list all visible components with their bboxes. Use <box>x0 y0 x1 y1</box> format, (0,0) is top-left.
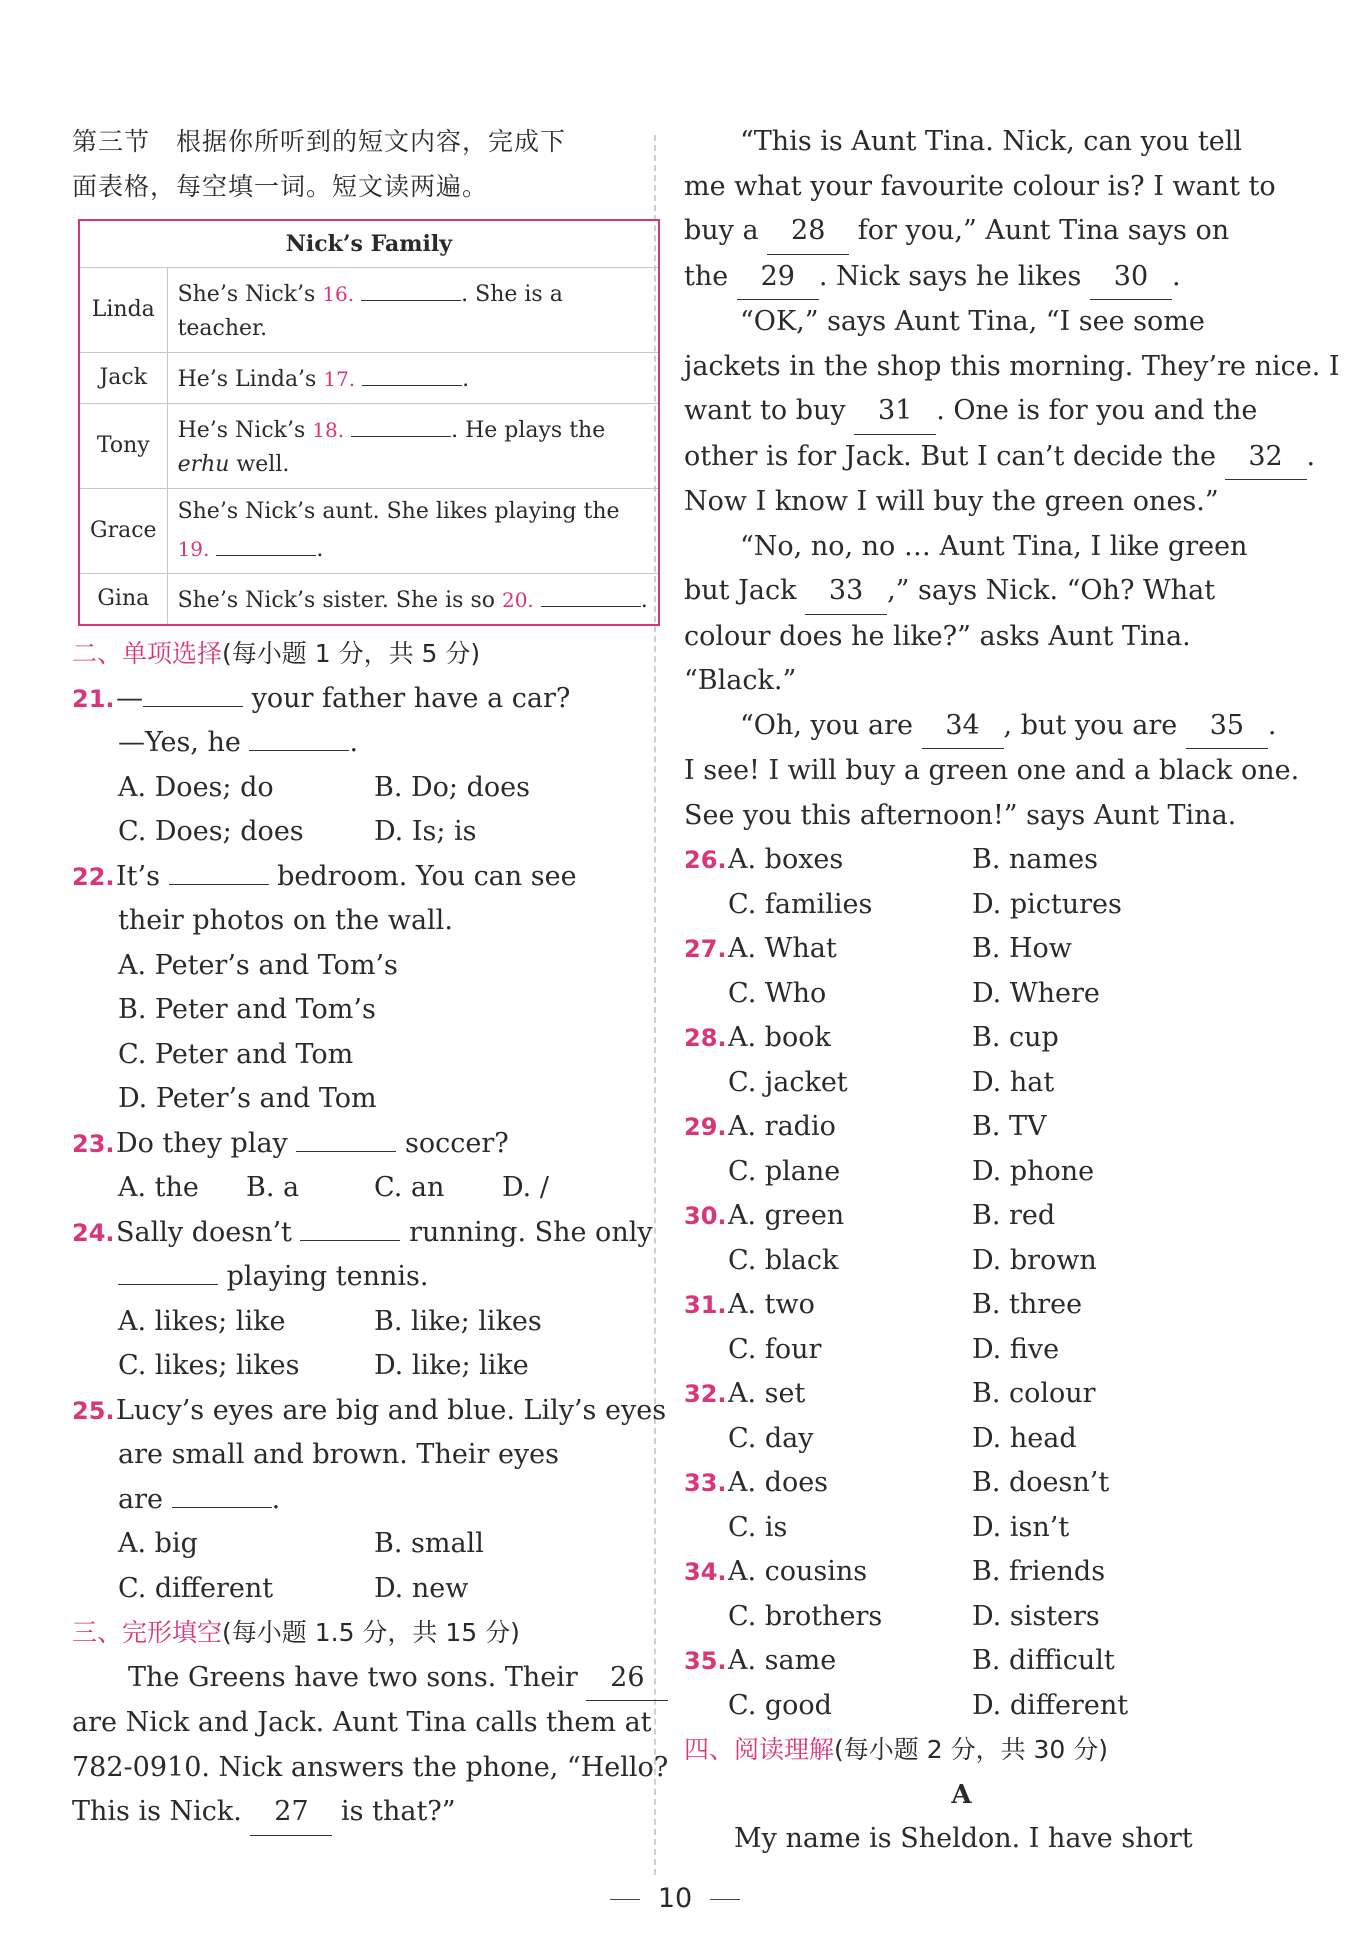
table-row <box>79 489 659 574</box>
heading-label: 四、阅读理解 <box>684 1735 835 1764</box>
row-text: She’s Nick’s sister. She is so <box>177 588 502 613</box>
option[interactable]: B. like; likes <box>374 1305 542 1337</box>
answer-blank[interactable] <box>296 1125 396 1152</box>
page-number: 10 <box>657 1883 693 1914</box>
row-text: . She is a teacher. <box>177 282 563 341</box>
cloze-text: . <box>1267 709 1277 741</box>
cloze-question-35 <box>684 1639 1239 1684</box>
page-footer <box>0 1883 1350 1914</box>
row-text: well. <box>229 452 290 477</box>
cloze-line <box>684 389 1258 435</box>
heading-score: (每小题 1 分，共 5 分) <box>222 639 481 668</box>
cloze-line: I see! I will buy a green one and a black one. <box>684 755 1300 786</box>
cloze-blank-28[interactable]: 28 <box>767 209 849 255</box>
footer-dash <box>610 1899 640 1900</box>
option-row <box>684 1150 1239 1195</box>
cloze-line: “This is Aunt Tina. Nick, can you tell <box>740 126 1243 157</box>
q-text: . <box>349 727 359 758</box>
table-title: Nick’s Family <box>79 220 659 268</box>
option[interactable]: A. Peter’s and Tom’s <box>118 949 398 981</box>
table-row <box>79 353 659 404</box>
part4-heading <box>684 1728 1239 1773</box>
cloze-line: jackets in the shop this morning. They’re nice. I <box>684 350 1340 382</box>
cloze-question-30 <box>684 1194 1239 1239</box>
option[interactable]: B. doesn’t <box>972 1467 1110 1498</box>
option[interactable]: D. pictures <box>972 888 1122 920</box>
option[interactable]: A. likes; like <box>118 1305 286 1337</box>
row-text: She’s Nick’s aunt. She likes playing the <box>177 499 620 524</box>
cloze-question-32 <box>684 1372 1239 1417</box>
option[interactable]: B. Peter and Tom’s <box>118 994 376 1025</box>
blank-number: 19. <box>177 537 210 561</box>
part3-heading <box>72 1611 634 1656</box>
cloze-text: but Jack <box>684 575 806 606</box>
row-name: Linda <box>79 268 167 353</box>
q-text: Lucy’s eyes are big and blue. Lily’s eyes <box>116 1394 667 1426</box>
cloze-line <box>72 1790 634 1836</box>
option[interactable]: D. like; like <box>374 1350 529 1381</box>
question-number: 30. <box>684 1202 727 1230</box>
heading-score: (每小题 1.5 分，共 15 分) <box>222 1618 520 1647</box>
option[interactable]: C. day <box>728 1422 814 1454</box>
question-number: 24. <box>72 1218 115 1247</box>
answer-blank-17[interactable] <box>362 359 462 386</box>
option[interactable]: D. sisters <box>972 1600 1100 1632</box>
heading-label: 三、完形填空 <box>72 1618 223 1647</box>
blank-number: 18. <box>312 418 345 442</box>
question-23 <box>72 1122 634 1167</box>
answer-blank[interactable] <box>143 680 243 707</box>
row-name: Tony <box>79 404 167 489</box>
q-text: playing tennis. <box>218 1261 429 1292</box>
option[interactable]: D. five <box>972 1333 1060 1365</box>
cloze-question-34 <box>684 1550 1239 1595</box>
cloze-question-33 <box>684 1461 1239 1506</box>
cloze-blank-32[interactable]: 32 <box>1225 435 1307 481</box>
cloze-blank-31[interactable]: 31 <box>854 389 936 435</box>
question-number: 27. <box>684 935 727 963</box>
cloze-text: . Nick says he likes <box>818 260 1090 292</box>
answer-blank[interactable] <box>172 1481 272 1508</box>
q-text: running. She only <box>400 1216 653 1248</box>
cloze-text: . <box>1306 440 1316 472</box>
article-title: A <box>951 1779 972 1810</box>
cloze-line <box>684 704 1277 750</box>
option[interactable]: A. big <box>118 1528 198 1559</box>
cloze-line <box>72 1656 645 1702</box>
section3-instruction-line2: 面表格，每空填一词。短文读两遍。 <box>72 171 489 201</box>
option[interactable]: D. Where <box>972 977 1100 1009</box>
cloze-text: the <box>684 260 737 292</box>
cloze-text: other is for Jack. But I can’t decide the <box>684 440 1225 472</box>
option[interactable]: A. Does; do <box>118 771 274 803</box>
cloze-blank-35[interactable]: 35 <box>1186 704 1268 750</box>
option[interactable]: C. families <box>728 888 873 920</box>
option[interactable]: A. What <box>728 933 837 964</box>
option-row <box>684 1506 1239 1551</box>
q-text: . <box>271 1483 281 1515</box>
row-text: He’s Linda’s <box>177 367 324 392</box>
cloze-line: “No, no, no … Aunt Tina, I like green <box>740 530 1248 562</box>
option[interactable]: C. jacket <box>728 1066 848 1098</box>
answer-blank-18[interactable] <box>351 410 451 437</box>
left-column <box>72 120 669 1836</box>
option-row <box>684 1417 1239 1462</box>
table-row <box>79 268 659 353</box>
option[interactable]: B. colour <box>972 1378 1096 1409</box>
option[interactable]: B. red <box>972 1200 1056 1231</box>
option-row <box>684 972 1239 1017</box>
answer-blank[interactable] <box>118 1258 218 1285</box>
cloze-line: “Black.” <box>684 665 797 696</box>
cloze-question-31 <box>684 1283 1239 1328</box>
option[interactable]: B. difficult <box>972 1645 1115 1676</box>
footer-dash <box>710 1899 740 1900</box>
cloze-question-28 <box>684 1016 1239 1061</box>
q-text: bedroom. You can see <box>268 860 577 892</box>
question-21 <box>72 677 634 722</box>
cloze-blank-34[interactable]: 34 <box>922 704 1004 750</box>
table-row <box>79 574 659 626</box>
option[interactable]: B. How <box>972 933 1072 964</box>
option[interactable]: C. Does; does <box>118 816 304 847</box>
cloze-options <box>684 838 1239 1728</box>
option[interactable]: C. Peter and Tom <box>118 1038 354 1070</box>
option[interactable]: C. brothers <box>728 1600 883 1632</box>
cloze-line <box>684 209 1239 255</box>
row-text: . He plays the <box>451 418 606 443</box>
cloze-line: “OK,” says Aunt Tina, “I see some <box>740 306 1205 337</box>
question-22 <box>72 855 634 900</box>
cloze-line: Now I know I will buy the green ones.” <box>684 486 1219 517</box>
option[interactable]: D. isn’t <box>972 1511 1070 1543</box>
q-text: their photos on the wall. <box>118 905 453 936</box>
option[interactable]: D. Is; is <box>374 816 477 847</box>
question-number: 26. <box>684 846 727 874</box>
option[interactable]: D. head <box>972 1422 1077 1454</box>
q-text: It’s <box>116 860 169 892</box>
option[interactable]: D. different <box>972 1689 1129 1721</box>
cloze-blank-26[interactable]: 26 <box>586 1656 668 1702</box>
question-number: 21. <box>72 684 115 713</box>
option[interactable]: B. names <box>972 844 1098 875</box>
q-text: Do they play <box>116 1127 297 1159</box>
answer-blank-19[interactable] <box>216 529 316 556</box>
cloze-line <box>684 435 1316 481</box>
blank-number: 17. <box>323 367 356 391</box>
answer-blank[interactable] <box>249 724 349 751</box>
option[interactable]: A. cousins <box>728 1556 868 1587</box>
option[interactable]: C. likes; likes <box>118 1350 300 1381</box>
cloze-blank-29[interactable]: 29 <box>737 255 819 301</box>
option[interactable]: B. friends <box>972 1556 1106 1587</box>
option[interactable]: B. small <box>374 1528 484 1559</box>
blank-number: 16. <box>322 282 355 306</box>
option[interactable]: C. black <box>728 1244 839 1276</box>
option[interactable]: C. plane <box>728 1155 841 1187</box>
answer-blank[interactable] <box>300 1214 400 1241</box>
cloze-question-27 <box>684 927 1239 972</box>
question-number: 28. <box>684 1024 727 1052</box>
option[interactable]: B. a <box>246 1172 300 1203</box>
question-number: 33. <box>684 1469 727 1497</box>
question-25 <box>72 1389 667 1434</box>
row-text: She’s Nick’s <box>177 282 323 307</box>
cloze-text: is that?” <box>332 1796 456 1827</box>
cloze-blank-27[interactable]: 27 <box>250 1790 332 1836</box>
option[interactable]: C. an <box>374 1172 445 1203</box>
question-number: 31. <box>684 1291 727 1319</box>
option[interactable]: D. new <box>374 1572 469 1604</box>
option[interactable]: A. set <box>728 1378 806 1409</box>
option-row <box>684 1239 1239 1284</box>
cloze-blank-33[interactable]: 33 <box>805 569 887 615</box>
option[interactable]: B. TV <box>972 1111 1047 1142</box>
option[interactable]: C. Who <box>728 977 827 1009</box>
cloze-blank-30[interactable]: 30 <box>1090 255 1172 301</box>
reading-first-line: My name is Sheldon. I have short <box>734 1823 1193 1854</box>
option[interactable]: C. different <box>118 1572 274 1604</box>
row-name: Gina <box>79 574 167 626</box>
row-text: . <box>640 588 648 613</box>
q-text: Sally doesn’t <box>116 1216 301 1248</box>
option[interactable]: A. book <box>728 1022 831 1053</box>
cloze-line: 782-0910. Nick answers the phone, “Hello? <box>72 1751 669 1783</box>
option[interactable]: A. green <box>728 1200 845 1231</box>
q-text: are small and brown. Their eyes <box>118 1439 560 1470</box>
option[interactable]: A. same <box>728 1645 837 1676</box>
option[interactable]: D. brown <box>972 1244 1097 1276</box>
cloze-text: “Oh, you are <box>740 709 922 741</box>
question-number: 25. <box>72 1396 115 1425</box>
row-text: . <box>462 367 470 392</box>
option-row <box>684 1328 1239 1373</box>
row-text: . <box>316 537 324 562</box>
row-text-italic: erhu <box>177 452 230 477</box>
option[interactable]: C. four <box>728 1333 822 1365</box>
cloze-text: This is Nick. <box>72 1796 251 1827</box>
heading-score: (每小题 2 分，共 30 分) <box>834 1735 1109 1764</box>
nicks-family-table <box>78 219 660 626</box>
answer-blank[interactable] <box>169 858 269 885</box>
q-text: —Yes, he <box>118 727 250 758</box>
question-number: 23. <box>72 1129 115 1158</box>
table-row <box>79 404 659 489</box>
cloze-text: buy a <box>684 215 768 246</box>
option[interactable]: B. Do; does <box>374 771 530 803</box>
option-row <box>684 883 1239 928</box>
question-number: 35. <box>684 1647 727 1675</box>
option-row <box>684 1061 1239 1106</box>
option-row <box>684 1684 1239 1729</box>
option[interactable]: D. Peter’s and Tom <box>118 1083 377 1114</box>
cloze-question-29 <box>684 1105 1239 1150</box>
q-text: — <box>116 682 143 714</box>
cloze-line: me what your favourite colour is? I want to <box>684 170 1276 202</box>
right-column <box>684 120 1340 1862</box>
option[interactable]: A. does <box>728 1467 829 1498</box>
option[interactable]: B. cup <box>972 1022 1059 1053</box>
cloze-text: . <box>1171 260 1181 292</box>
option[interactable]: A. radio <box>728 1111 836 1142</box>
answer-blank-16[interactable] <box>361 274 461 301</box>
option[interactable]: C. good <box>728 1689 832 1721</box>
question-number: 29. <box>684 1113 727 1141</box>
option[interactable]: C. is <box>728 1511 788 1543</box>
row-text: He’s Nick’s <box>177 418 313 443</box>
option[interactable]: D. hat <box>972 1066 1055 1098</box>
question-number: 32. <box>684 1380 727 1408</box>
question-24 <box>72 1211 653 1256</box>
option[interactable]: D. phone <box>972 1155 1095 1187</box>
q-text: are <box>118 1483 172 1515</box>
part2-heading <box>72 632 634 677</box>
cloze-line: are Nick and Jack. Aunt Tina calls them at <box>72 1707 652 1738</box>
cloze-line: See you this afternoon!” says Aunt Tina. <box>684 799 1237 831</box>
cloze-text: , but you are <box>1003 709 1186 741</box>
heading-label: 二、单项选择 <box>72 639 223 668</box>
option[interactable]: A. boxes <box>728 844 844 875</box>
q-text: soccer? <box>396 1127 509 1159</box>
q-text: your father have a car? <box>243 682 571 714</box>
option-row <box>684 1595 1239 1640</box>
question-number: 34. <box>684 1558 727 1586</box>
option[interactable]: A. two <box>728 1289 815 1320</box>
cloze-question-26 <box>684 838 1239 883</box>
cloze-text: want to buy <box>684 395 855 426</box>
question-number: 22. <box>72 862 115 891</box>
cloze-text: for you,” Aunt Tina says on <box>849 215 1230 246</box>
option[interactable]: A. the <box>118 1172 199 1203</box>
cloze-line: colour does he like?” asks Aunt Tina. <box>684 620 1191 652</box>
row-name: Grace <box>79 489 167 574</box>
cloze-line <box>684 569 1239 615</box>
blank-number: 20. <box>501 588 534 612</box>
row-name: Jack <box>79 353 167 404</box>
cloze-text: The Greens have two sons. Their <box>128 1661 587 1693</box>
cloze-text: . One is for you and the <box>936 395 1258 426</box>
option[interactable]: D. / <box>502 1172 549 1203</box>
answer-blank-20[interactable] <box>541 580 641 607</box>
cloze-text: ,” says Nick. “Oh? What <box>887 575 1216 606</box>
section3-instruction-line1: 第三节 根据你所听到的短文内容，完成下 <box>72 127 567 156</box>
cloze-line <box>684 255 1239 301</box>
option[interactable]: B. three <box>972 1289 1083 1320</box>
